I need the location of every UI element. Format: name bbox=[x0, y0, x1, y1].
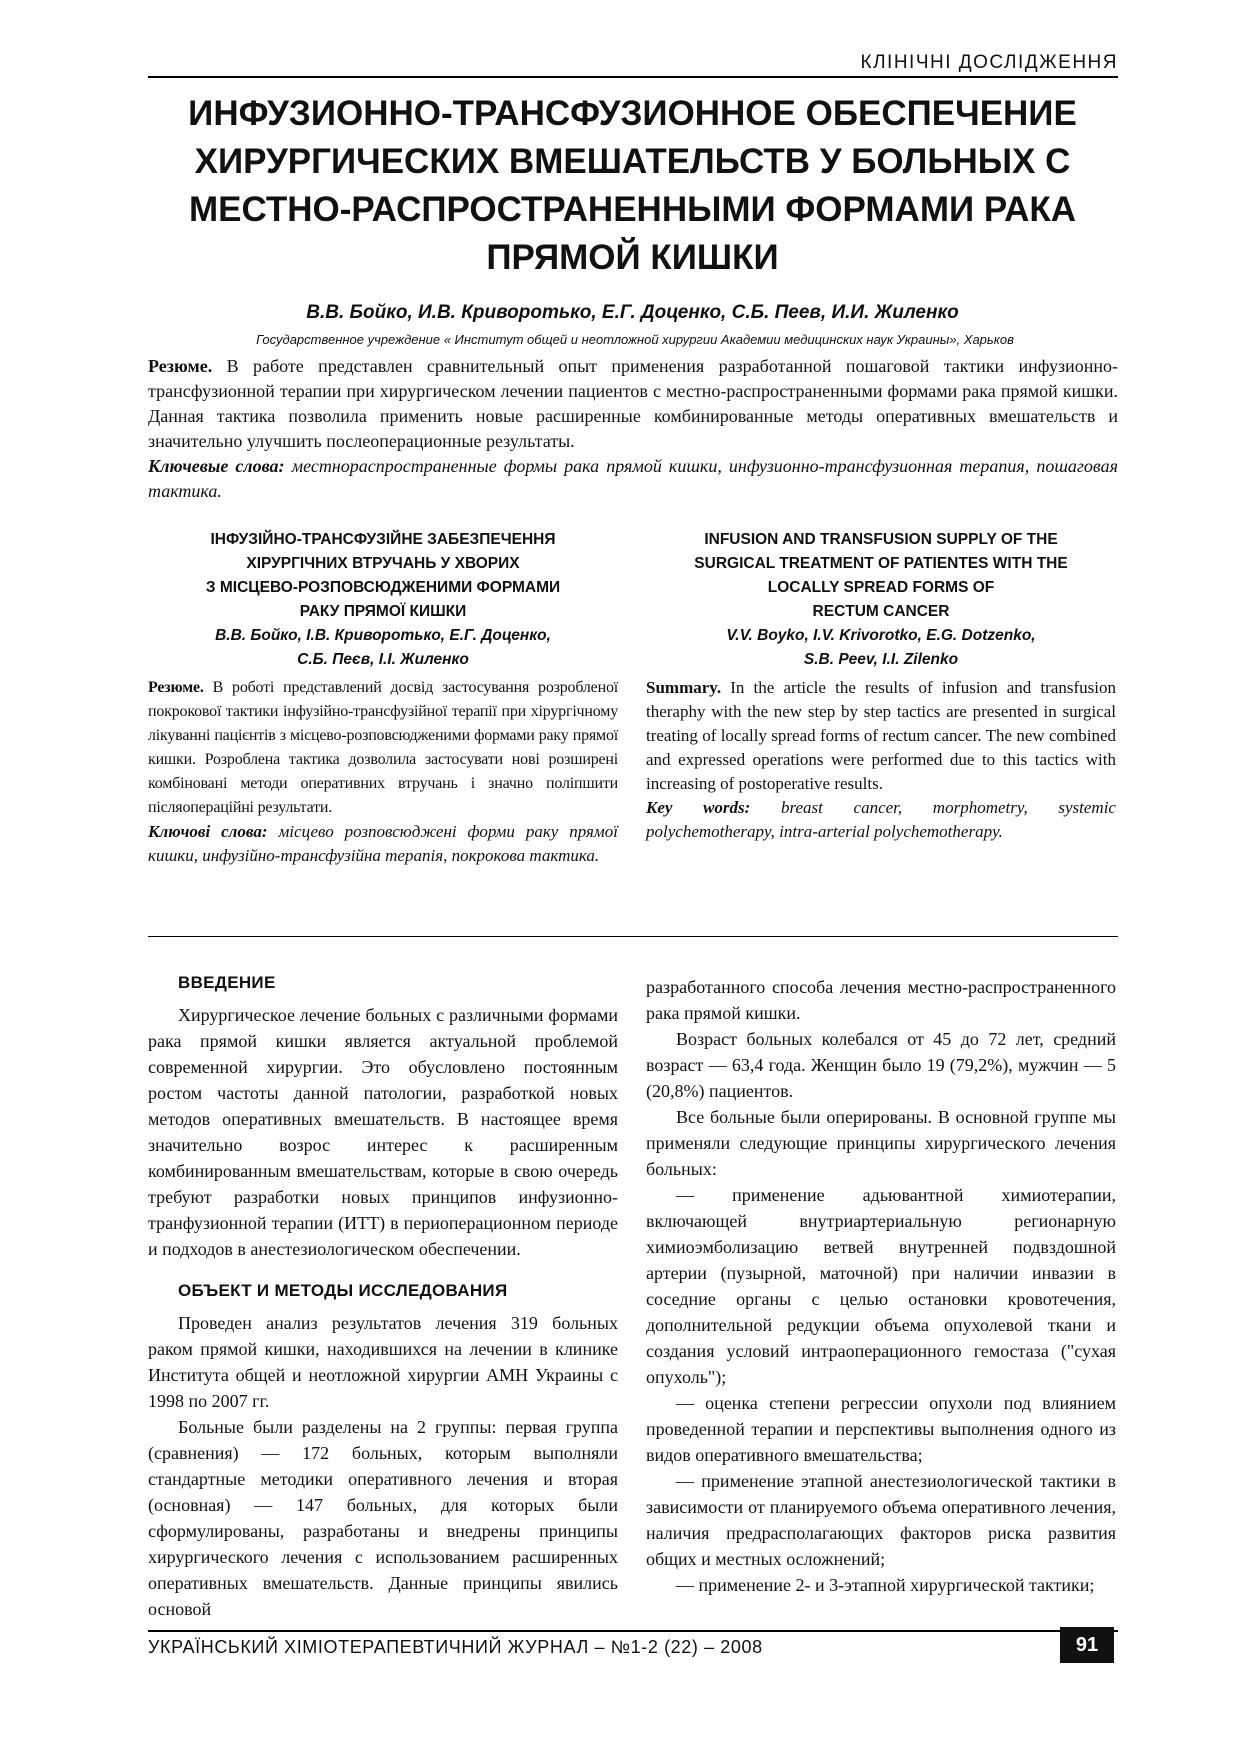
abstract-ua-title: ІНФУЗІЙНО-ТРАНСФУЗІЙНЕ ЗАБЕЗПЕЧЕННЯ ХІРУРГІЧНИХ ВТРУЧАНЬ У ХВОРИХ З МІСЦЕВО-РОЗПОВСЮДЖЕНИМИ ФОРМАМИ РАКУ ПРЯМОЇ КИШКИ bbox=[205, 531, 561, 620]
abstract-ua-label: Резюме. bbox=[148, 679, 204, 696]
abstract-ua-keywords bbox=[148, 820, 618, 868]
running-head: КЛІНІЧНІ ДОСЛІДЖЕННЯ bbox=[860, 52, 1118, 73]
abstract-ukrainian bbox=[148, 528, 618, 868]
paragraph: Возраст больных колебался от 45 до 72 лет, средний возраст — 63,4 года. Женщин было 19 (79,2%), мужчин — 5 (20,8%) пациентов. bbox=[646, 1029, 1116, 1101]
abstract-en-title: INFUSION AND TRANSFUSION SUPPLY OF THE SURGICAL TREATMENT OF PATIENTES WITH THE LOCALLY SPREAD FORMS OF RECTUM CANCER bbox=[694, 531, 1068, 620]
article-affiliation: Государственное учреждение « Институт общей и неотложной хирургии Академии медицинских наук Украины», Харьков bbox=[256, 332, 1014, 347]
abstract-ru-label: Резюме. bbox=[148, 356, 213, 376]
abstract-ru-body: В работе представлен сравнительный опыт применения разработанной пошаговой тактики инфузионно-трансфузионной терапии при хирургическом лечении пациентов с местно-распространенными формами рака прямой кишки. Данная тактика позволила применить новые расширенные комбинированные методы оперативных вмешательств и значительно улучшить послеоперационные результаты. bbox=[148, 356, 1118, 451]
abstract-en-keywords-body: breast cancer, morphometry, systemic polychemotherapy, intra-arterial polychemotherapy. bbox=[646, 798, 1116, 841]
footer-rule bbox=[148, 1630, 1118, 1632]
abstract-ua-keywords-body: місцево розповсюджені форми раку прямої кишки, инфузійно-трансфузійна терапія, покрокова тактика. bbox=[148, 822, 619, 865]
abstract-en-keywords-label: Key words: bbox=[646, 798, 751, 817]
abstract-ru-keywords-body: местнораспространенные формы рака прямой кишки, инфузионно-трансфузионная терапия, пошаговая тактика. bbox=[148, 456, 1118, 501]
paragraph: Все больные были оперированы. В основной группе мы применяли следующие принципы хирургического лечения больных: bbox=[646, 1107, 1116, 1179]
paragraph: Больные были разделены на 2 группы: первая группа (сравнения) — 172 больных, которым выполняли стандартные методики оперативного лечения и вторая (основная) — 147 больных, для которых были сформулированы, разработаны и внедрены принципы хирургического лечения с использованием расширенных оперативных вмешательств. Данные принципы явились основой bbox=[148, 1417, 618, 1619]
abstract-ua-text bbox=[148, 676, 618, 820]
abstract-en-authors: V.V. Boyko, I.V. Krivorotko, E.G. Dotzenko, S.B. Peev, I.I. Zilenko bbox=[726, 627, 1036, 668]
abstract-ru-keywords-label: Ключевые слова: bbox=[148, 456, 285, 476]
abstract-ua-keywords-label: Ключові слова: bbox=[148, 822, 268, 841]
list-item: — оценка степени регрессии опухоли под влиянием проведенной терапии и перспективы выполнения одного из видов оперативного вмешательства; bbox=[646, 1393, 1116, 1465]
heading-methods: ОБЪЕКТ И МЕТОДЫ ИССЛЕДОВАНИЯ bbox=[178, 1281, 508, 1300]
abstract-en-body: In the article the results of infusion and transfusion theraphy with the new step by step tactics are presented in surgical treating of locally spread forms of rectum cancer. The new combined and expressed operations were performed due to this tactics with increasing of postoperative results. bbox=[646, 678, 1116, 793]
list-item: — применение 2- и 3-этапной хирургической тактики; bbox=[676, 1575, 1095, 1595]
paragraph: разработанного способа лечения местно-распространенного рака прямой кишки. bbox=[646, 977, 1116, 1023]
abstract-en-keywords bbox=[646, 796, 1116, 844]
abstract-ru-text bbox=[148, 354, 1118, 454]
abstract-ua-authors: В.В. Бойко, І.В. Криворотько, Е.Г. Доценко, С.Б. Пеєв, І.І. Жиленко bbox=[215, 627, 551, 668]
abstract-english bbox=[646, 528, 1116, 844]
body-column-left bbox=[148, 970, 618, 1622]
abstract-ru-keywords bbox=[148, 454, 1118, 504]
page-number: 91 bbox=[1060, 1627, 1114, 1663]
article-title: ИНФУЗИОННО-ТРАНСФУЗИОННОЕ ОБЕСПЕЧЕНИЕ ХИРУРГИЧЕСКИХ ВМЕШАТЕЛЬСТВ У БОЛЬНЫХ С МЕСТНО-РАСПРОСТРАНЕННЫМИ ФОРМАМИ РАКА ПРЯМОЙ КИШКИ bbox=[188, 94, 1077, 277]
heading-introduction: ВВЕДЕНИЕ bbox=[178, 973, 276, 992]
top-rule bbox=[148, 76, 1118, 78]
footer-journal: УКРАЇНСЬКИЙ ХІМІОТЕРАПЕВТИЧНИЙ ЖУРНАЛ – №1-2 (22) – 2008 bbox=[148, 1637, 763, 1657]
abstract-ua-body: В роботі представлений досвід застосування розробленої покрокової тактики інфузійно-трансфузійної терапії при хірургічному лікуванні пацієнтів з місцево-розповсюдженими формами раку прямої кишки. Розроблена тактика дозволила застосувати нові розширені комбіновані методи оперативних втручань і значно поліпшити післяопераційні результати. bbox=[148, 679, 618, 816]
section-divider bbox=[148, 936, 1118, 937]
abstract-russian bbox=[148, 354, 1118, 504]
article-authors: В.В. Бойко, И.В. Криворотько, Е.Г. Доценко, С.Б. Пеев, И.И. Жиленко bbox=[306, 302, 959, 323]
list-item: — применение этапной анестезиологической тактики в зависимости от планируемого объема оперативного лечения, наличия предрасполагающих факторов риска развития общих и местных осложнений; bbox=[646, 1471, 1116, 1569]
paragraph: Хирургическое лечение больных с различными формами рака прямой кишки является актуальной проблемой современной хирургии. Это обусловлено постоянным ростом частоты данной патологии, разработкой новых методов оперативных вмешательств. В настоящее время значительно возрос интерес к расширенным комбинированным вмешательствам, которые в свою очередь требуют разработки новых принципов инфузионно-транфузионной терапии (ИТТ) в периоперационном периоде и подходов в анестезиологическом обеспечении. bbox=[148, 1005, 618, 1259]
paragraph: Проведен анализ результатов лечения 319 больных раком прямой кишки, находившихся на лечении в клинике Института общей и неотложной хирургии АМН Украины с 1998 по 2007 гг. bbox=[148, 1313, 618, 1411]
list-item: — применение адьювантной химиотерапии, включающей внутриартериальную регионарную химиоэмболизацию ветвей внутренней подвздошной артерии (пузырной, маточной) при наличии инвазии в соседние органы с целью остановки кровотечения, дополнительной редукции объема опухолевой ткани и создания условий интраоперационного гемостаза ("сухая опухоль"); bbox=[646, 1185, 1116, 1387]
body-column-right bbox=[646, 974, 1116, 1598]
abstract-en-text bbox=[646, 676, 1116, 796]
abstract-en-label: Summary. bbox=[646, 678, 722, 697]
